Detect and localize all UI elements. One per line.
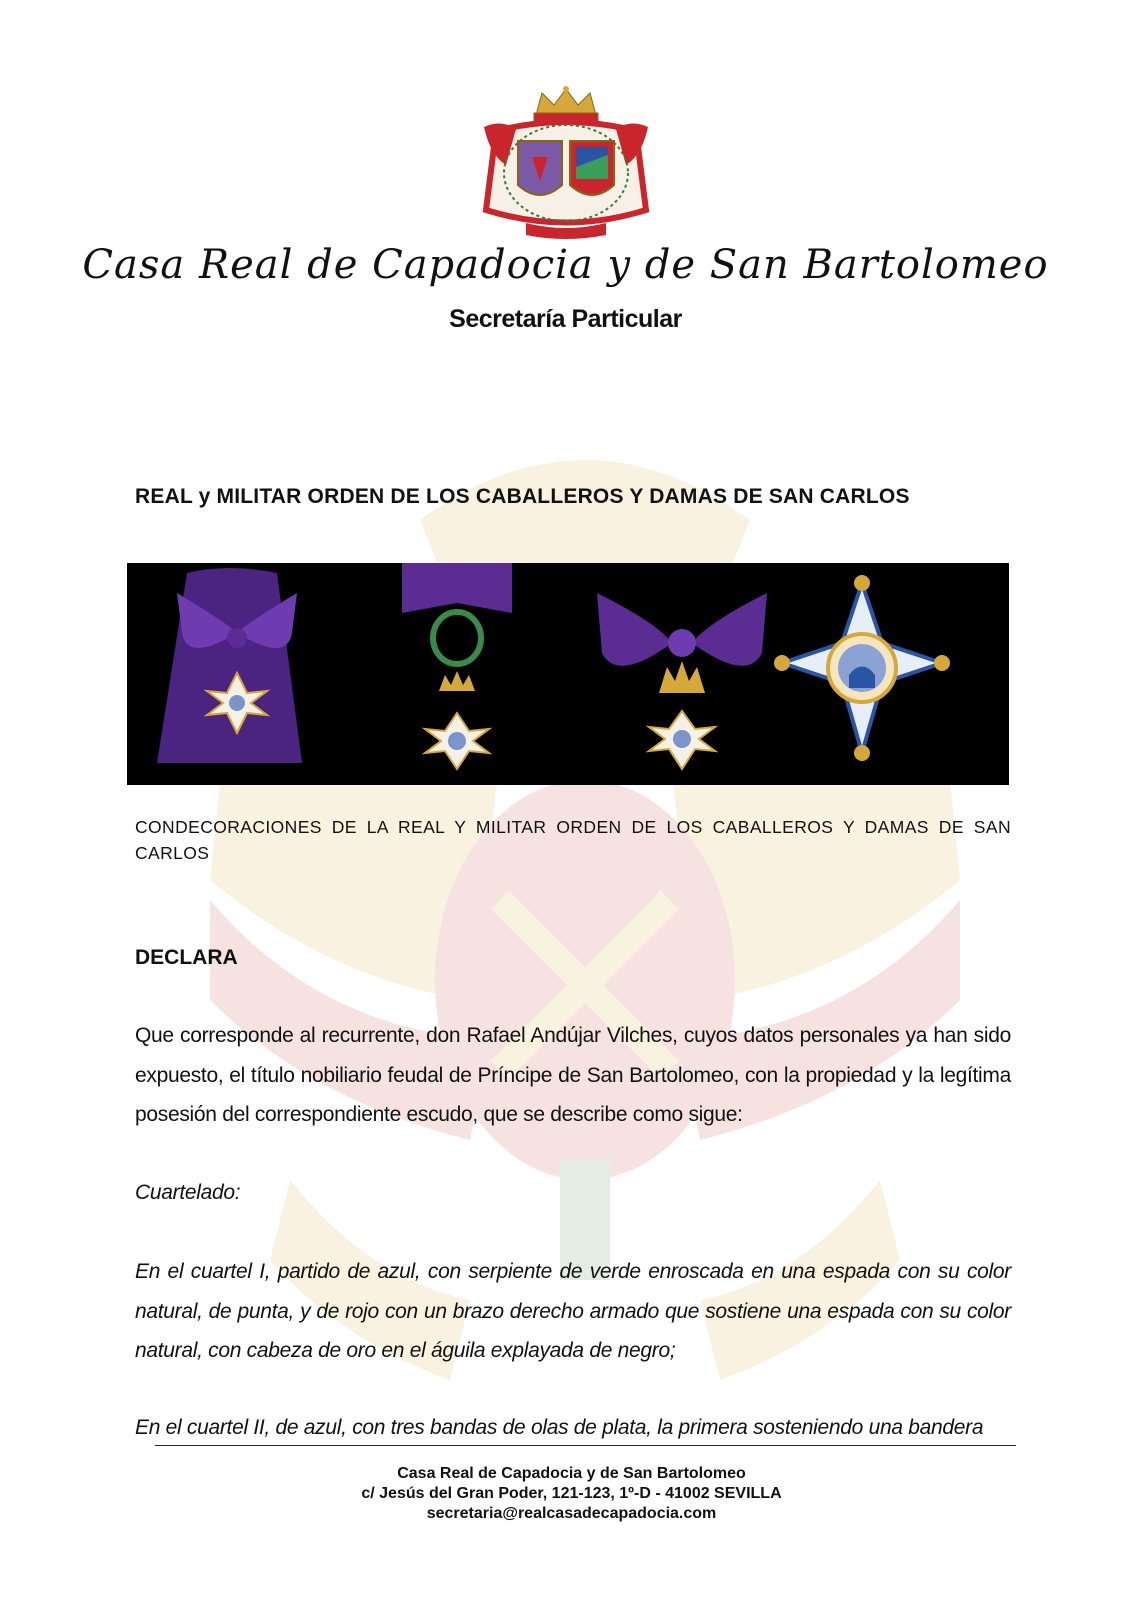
- coat-of-arms-logo: [476, 85, 656, 243]
- crown-icon: [534, 86, 598, 122]
- house-name: Casa Real de Capadocia y de San Bartolomeo: [82, 242, 1049, 288]
- footer: [0, 1464, 1131, 1524]
- declaration-paragraph: Que corresponde al recurrente, don Rafael Andújar Vilches, cuyos datos personales ya han sido expuesto, el título nobiliario feudal de Príncipe de San Bartolomeo, con la propiedad y la legítima posesión del correspondiente escudo, que se describe como sigue:: [135, 1024, 1011, 1126]
- cuartelado-label: Cuartelado:: [135, 1181, 241, 1204]
- footer-email-link[interactable]: secretaria@realcasadecapadocia.com: [426, 1505, 717, 1522]
- cuartel-i-paragraph: En el cuartel I, partido de azul, con serpiente de verde enroscada en una espada con su color natural, de punta, y de rojo con un brazo derecho armado que sostiene una espada con su color natural, con cabeza de oro en el águila explayada de negro;: [135, 1260, 1011, 1362]
- footer-house-name: Casa Real de Capadocia y de San Bartolomeo: [397, 1465, 746, 1482]
- medals-caption: CONDECORACIONES DE LA REAL Y MILITAR ORDEN DE LOS CABALLEROS Y DAMAS DE SAN CARLOS: [135, 817, 1011, 863]
- letterhead: [0, 85, 1131, 243]
- footer-address: c/ Jesús del Gran Poder, 121-123, 1º-D - 41002 SEVILLA: [361, 1485, 782, 1502]
- footer-divider: [155, 1445, 1016, 1446]
- order-title: REAL y MILITAR ORDEN DE LOS CABALLEROS Y DAMAS DE SAN CARLOS: [135, 485, 910, 508]
- secretariat-subtitle: Secretaría Particular: [449, 305, 682, 333]
- medals-photo: [127, 563, 1009, 785]
- section-heading-declara: DECLARA: [135, 946, 238, 969]
- cuartel-ii-paragraph: En el cuartel II, de azul, con tres bandas de olas de plata, la primera sosteniendo una bandera: [135, 1416, 984, 1439]
